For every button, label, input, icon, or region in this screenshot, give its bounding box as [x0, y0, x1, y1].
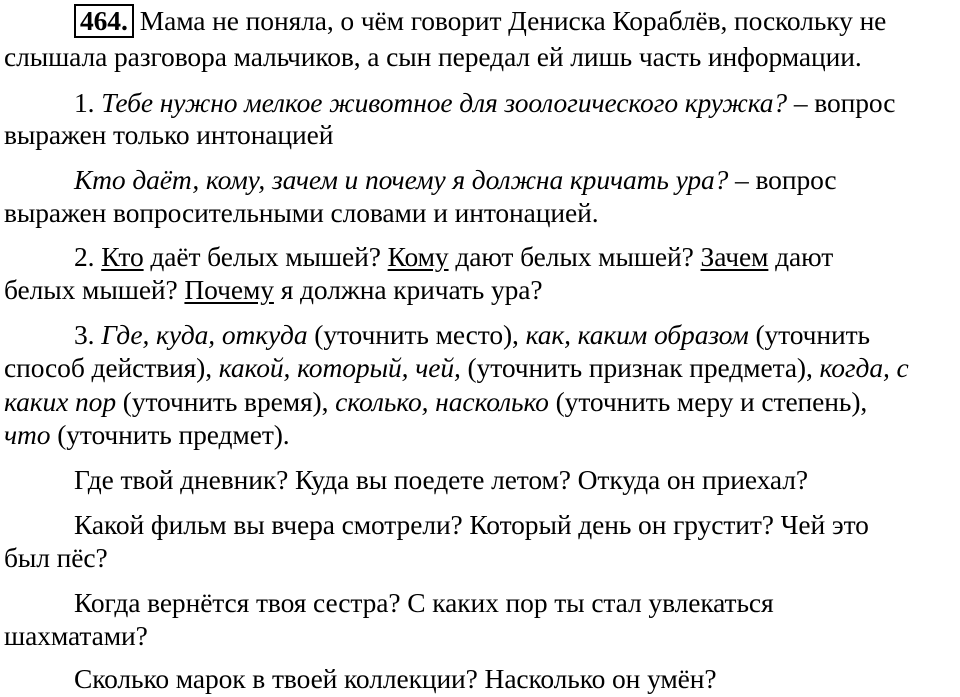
- item3-text-7: (уточнить предмет).: [50, 419, 290, 450]
- item1-question-2-tail: – вопрос: [728, 164, 837, 195]
- item3-italic-2: как, каким образом: [525, 319, 749, 350]
- intro-line-2: слышала разговора мальчиков, а сын передал ей лишь часть информации.: [4, 41, 862, 72]
- item3-line-2: [4, 351, 909, 385]
- underlined-word-pochemu: Почему: [184, 274, 274, 305]
- item3-text-2: (уточнить: [748, 319, 870, 350]
- item2-line-1: [74, 240, 833, 274]
- item1-question-1-tail: – вопрос: [787, 87, 896, 118]
- item3-text-1: (уточнить место),: [307, 319, 526, 350]
- underlined-word-komu: Кому: [387, 241, 449, 272]
- item2-text-1: даёт белых мышей?: [143, 241, 388, 272]
- item3-italic-6: сколько, насколько: [335, 386, 549, 417]
- item3-line-4: [4, 418, 290, 452]
- item3-italic-3: какой, который, чей,: [218, 352, 461, 383]
- item3-italic-4: когда, с: [819, 352, 909, 383]
- example-1: Где твой дневник? Куда вы поедете летом? Откуда он приехал?: [74, 464, 808, 495]
- item3-italic-1: Где, куда, откуда: [101, 319, 308, 350]
- item3-text-4: (уточнить признак предмета),: [460, 352, 820, 383]
- item3-italic-5: каких пор: [4, 386, 116, 417]
- item2-text-2: дают белых мышей?: [448, 241, 701, 272]
- item3-line-3: [4, 385, 867, 419]
- item1-line-3: [74, 163, 837, 197]
- item3-number: 3.: [74, 319, 102, 350]
- item2-line-2: [4, 273, 543, 307]
- item1-line-2: выражен только интонацией: [4, 119, 334, 150]
- item1-question-2: Кто даёт, кому, зачем и почему я должна кричать ура?: [74, 164, 729, 195]
- item1-line-4: выражен вопросительными словами и интонацией.: [4, 197, 599, 228]
- item3-text-6: (уточнить меру и степень),: [548, 386, 868, 417]
- item2-text-4: белых мышей?: [4, 274, 185, 305]
- underlined-word-zachem: Зачем: [700, 241, 769, 272]
- underlined-word-kto: Кто: [101, 241, 144, 272]
- item3-text-5: (уточнить время),: [115, 386, 336, 417]
- item2-text-3: дают: [768, 241, 834, 272]
- item3-text-3: способ действия),: [4, 352, 219, 383]
- intro-text-1: Мама не поняла, о чём говорит Дениска Кораблёв, поскольку не: [139, 5, 887, 36]
- example-2-line-1: Какой фильм вы вчера смотрели? Который день он грустит? Чей это: [74, 509, 869, 540]
- exercise-number: 464.: [74, 4, 134, 38]
- example-4: Сколько марок в твоей коллекции? Насколько он умён?: [74, 663, 717, 694]
- example-3-line-1: Когда вернётся твоя сестра? С каких пор ты стал увлекаться: [74, 587, 774, 618]
- example-2-line-2: был пёс?: [4, 542, 108, 573]
- item3-italic-7: что: [4, 419, 51, 450]
- item1-line-1: [74, 86, 895, 120]
- example-3-line-2: шахматами?: [4, 620, 148, 651]
- item2-number: 2.: [74, 241, 102, 272]
- intro-line-1: [74, 4, 886, 38]
- item1-number: 1.: [74, 87, 102, 118]
- item1-question-1: Тебе нужно мелкое животное для зоологического кружка?: [101, 87, 788, 118]
- item2-text-5: я должна кричать ура?: [273, 274, 543, 305]
- item3-line-1: [74, 318, 870, 352]
